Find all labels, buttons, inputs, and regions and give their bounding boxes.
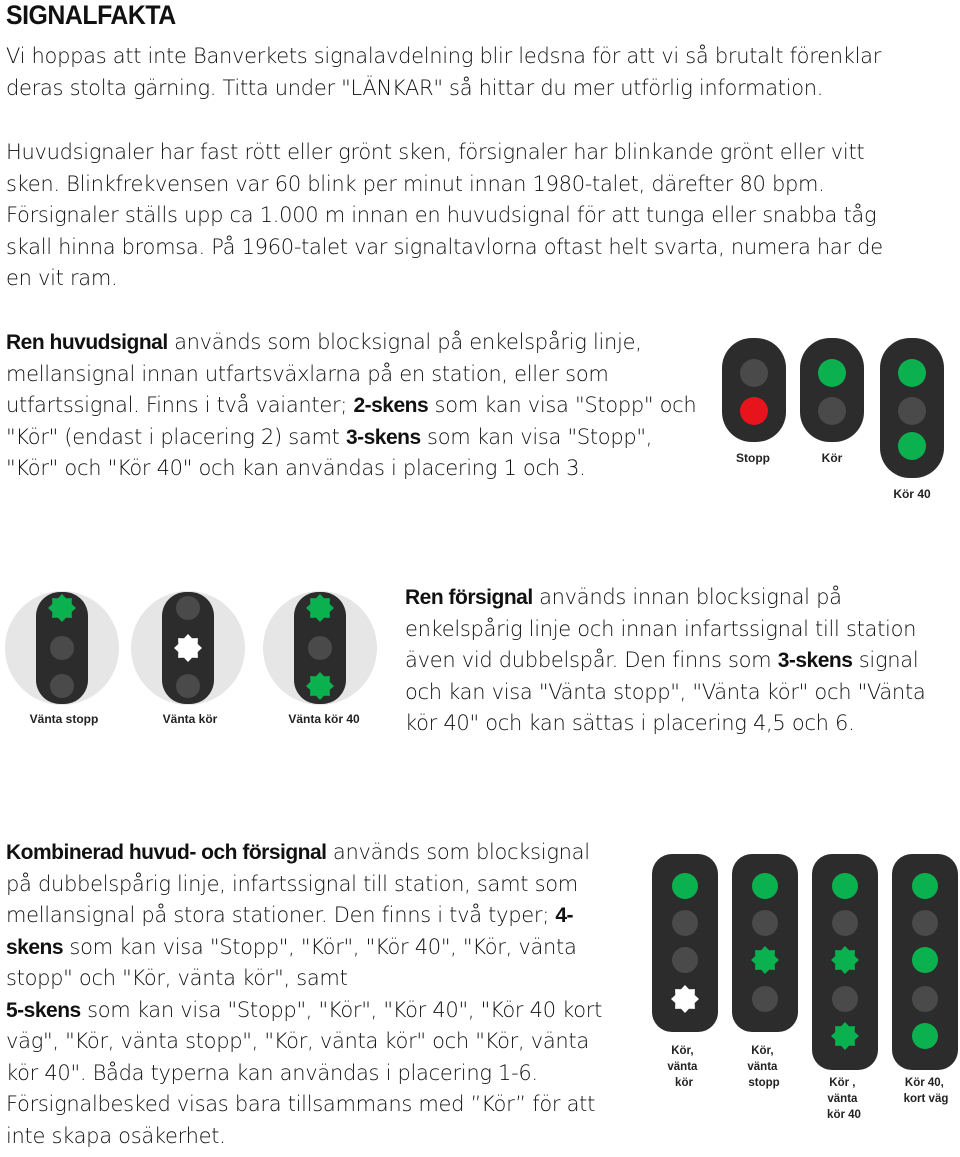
label-vanta-kor-40: Vänta kör 40 — [288, 712, 360, 726]
lamp-off — [818, 397, 846, 425]
lamp-off — [176, 674, 200, 698]
lamp-off — [672, 910, 698, 936]
lamp-green — [832, 873, 858, 899]
lamp-green-flashing — [831, 946, 859, 974]
lamp-green-flashing — [831, 1022, 859, 1050]
page-title: SIGNALFAKTA — [6, 0, 176, 30]
lamp-green-flashing — [751, 946, 779, 974]
lamp-green-flashing — [306, 672, 334, 700]
lamp-off — [740, 359, 768, 387]
signal-kor-vanta-kor-40 — [812, 854, 878, 1070]
three-aspect-term: 3-skens — [345, 425, 421, 449]
main-signal-term: Ren huvudsignal — [6, 331, 168, 354]
lamp-green — [752, 873, 778, 899]
lamp-off — [176, 596, 200, 620]
lamp-green — [818, 359, 846, 387]
lamp-green — [672, 873, 698, 899]
lamp-off — [672, 947, 698, 973]
three-aspect-term: 3-skens — [777, 649, 853, 672]
lamp-off — [898, 397, 926, 425]
label-kor-40: Kör 40 — [893, 487, 931, 501]
label-kor-40-kort-vag: Kör 40, kort väg — [903, 1077, 949, 1105]
combined-signal-illustration — [648, 848, 960, 1126]
label-kor: Kör — [821, 451, 843, 465]
signal-stopp — [722, 338, 786, 442]
combined-signal-term: Kombinerad huvud- och försignal — [6, 841, 327, 864]
lamp-green — [898, 359, 926, 387]
lamp-white-flashing — [174, 634, 202, 662]
five-aspect-term: 5-skens — [6, 998, 81, 1022]
combined-signal-text: Kombinerad huvud- och försignal används som blocksignal på dubbelspårig linje, infartssignal till station, samt som mellansignal på stora stationer. Den finns i två typer; 4-skens som kan visa "Stopp", "Kör", "Kör 40", "Kör, vänta stopp" och "Kör, vänta kör", samt 5-skens som kan visa "Stopp", "Kör", "Kör 40", "Kör 40 kort väg", "Kör, vänta stopp", "Kör, vänta kör" och "Kör, vänta kör 40". Båda typerna kan användas i placering 1-6. Försignalbesked visas bara tillsammans med ”Kör” för att inte skapa osäkerhet. — [6, 840, 603, 1148]
two-aspect-term: 2-skens — [353, 394, 429, 417]
signal-vanta-stopp — [5, 591, 119, 705]
label-stopp: Stopp — [736, 451, 770, 465]
lamp-green-flashing — [306, 594, 334, 622]
lamp-green-flashing — [48, 594, 76, 622]
signal-kor-vanta-stopp — [732, 854, 798, 1032]
lamp-off — [308, 636, 332, 660]
distant-signal-illustration — [2, 586, 387, 731]
lamp-white-flashing — [671, 985, 699, 1013]
lamp-green — [912, 947, 938, 973]
signal-kor — [800, 338, 864, 442]
label-kor-vanta-stopp: Kör, vänta stopp — [747, 1045, 780, 1089]
lamp-off — [912, 986, 938, 1012]
lamp-off — [832, 986, 858, 1012]
label-vanta-kor: Vänta kör — [162, 712, 218, 726]
lamp-off — [50, 636, 74, 660]
lamp-off — [832, 910, 858, 936]
lamp-green — [912, 873, 938, 899]
signal-kor-vanta-kor — [652, 854, 718, 1032]
basics-paragraph: Huvudsignaler har fast rött eller grönt sken, försignaler har blinkande grönt eller vitt sken. Blinkfrekvensen var 60 blink per minut innan 1980-talet, därefter 80 bpm. Försignaler ställs upp ca 1.000 m innan en huvudsignal för att tunga eller snabba tåg skall hinna bromsa. På 1960-talet var signaltavlorna oftast helt svarta, numera har de en vit ram. — [6, 140, 883, 290]
lamp-green — [898, 432, 926, 460]
lamp-green — [912, 1023, 938, 1049]
main-signal-text: Ren huvudsignal används som blocksignal på enkelspårig linje, mellansignal innan utfartsväxlarna på en station, eller som utfartssignal. Finns i två vaianter; 2-skens som kan visa "Stopp" och "Kör" (endast i placering 2) samt 3-skens som kan visa "Stopp", "Kör" och "Kör 40" och kan användas i placering 1 och 3. — [6, 330, 697, 480]
signal-vanta-kor-40 — [263, 591, 377, 705]
signal-vanta-kor — [131, 591, 245, 705]
label-vanta-stopp: Vänta stopp — [29, 712, 99, 726]
intro-paragraph: Vi hoppas att inte Banverkets signalavdelning blir ledsna för att vi så brutalt förenklar deras stolta gärning. Titta under "LÄNKAR" så hittar du mer utförlig information. — [6, 44, 882, 100]
lamp-off — [752, 986, 778, 1012]
label-kor-vanta-kor-40: Kör , vänta kör 40 — [827, 1077, 861, 1121]
lamp-off — [912, 910, 938, 936]
distant-signal-term: Ren försignal — [405, 586, 533, 609]
lamp-off — [752, 910, 778, 936]
lamp-red — [740, 397, 768, 425]
lamp-off — [50, 674, 74, 698]
distant-signal-text: Ren försignal används innan blocksignal på enkelspårig linje och innan infartssignal till station även vid dubbelspår. Den finns som 3-skens signal och kan visa "Vänta stopp", "Vänta kör" och "Vänta kör 40" och kan sättas i placering 4,5 och 6. — [405, 585, 926, 735]
four-aspect-term: 4-skens — [6, 904, 574, 959]
signal-kor-40-kort-vag — [892, 854, 958, 1070]
label-kor-vanta-kor: Kör, vänta kör — [667, 1045, 698, 1089]
main-signal-illustration — [718, 336, 958, 506]
signal-kor-40 — [880, 338, 944, 478]
